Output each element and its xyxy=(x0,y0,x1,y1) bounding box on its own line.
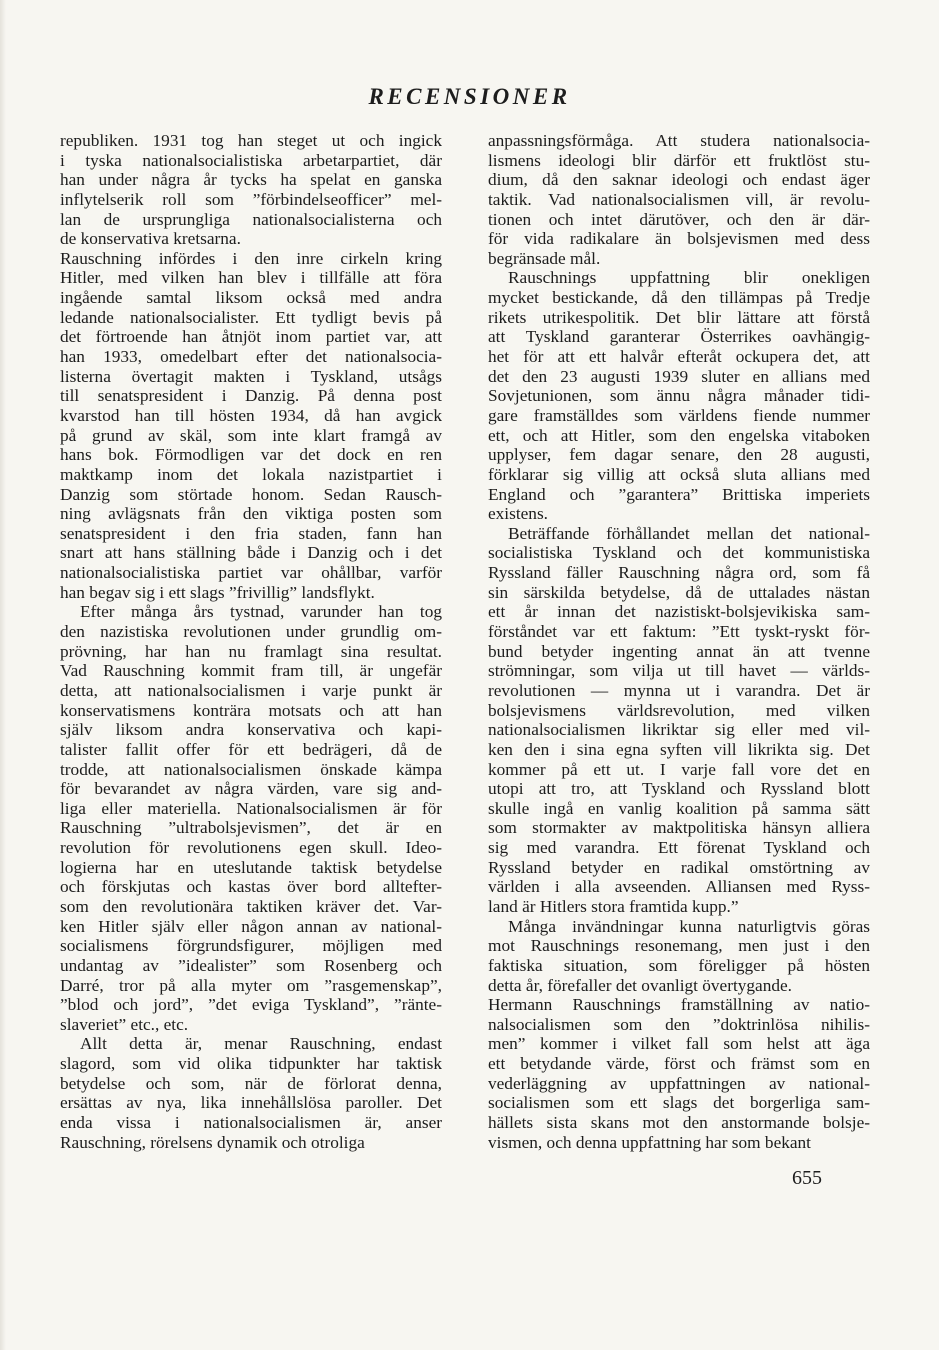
text-line: ett år innan det nazistiskt-bolsjevikiska sam- xyxy=(488,602,870,622)
text-line: hällets sista skans mot den anstormande bolsje- xyxy=(488,1113,870,1133)
text-line: prövning, har han nu framlagt sina resultat. xyxy=(60,641,442,661)
text-line: han under några år tycks ha spelat en ganska xyxy=(60,170,442,190)
text-line: ”blod och jord”, ”det eviga Tyskland”, ”ränte- xyxy=(60,995,442,1015)
text-line: Darré, tror på alla myter om ”rasgemenskap”, xyxy=(60,975,442,995)
text-line: hans bok. Förmodligen var det dock en ren xyxy=(60,445,442,465)
text-line: Efter många års tystnad, varunder han tog xyxy=(80,602,442,622)
text-line: Hermann Rauschnings framställning av natio- xyxy=(488,995,870,1015)
text-line: han 1933, omedelbart efter det nationalsocia- xyxy=(60,347,442,367)
text-line: i tyska nationalsocialistiska arbetarpartiet, där xyxy=(60,150,442,170)
text-line: socialismen som ett slags det borgerliga sam- xyxy=(488,1093,870,1113)
text-line: ledande nationalsocialister. Ett tydligt bevis på xyxy=(60,307,442,327)
text-line: undantag av ”idealister” som Rosenberg och xyxy=(60,955,442,975)
text-line: Rauschnings uppfattning blir onekligen xyxy=(508,268,870,288)
text-line: kvarstod han till hösten 1934, då han avgick xyxy=(60,405,442,425)
text-line: Rauschning ”ultrabolsjevismen”, det är en xyxy=(60,818,442,838)
text-line: England och ”garantera” Brittiska imperiets xyxy=(488,484,870,504)
text-line: gare framställdes som världens fiende nummer xyxy=(488,405,870,425)
page-number: 655 xyxy=(792,1167,822,1189)
text-line: skulle ingå en vanlig koalition på samma sätt xyxy=(488,798,870,818)
text-line: detta, att nationalsocialismen i varje punkt är xyxy=(60,680,442,700)
text-line: den nazistiska revolutionen under grundlig om- xyxy=(60,622,442,642)
text-line: och förskjutas och kastas över bord alltefter- xyxy=(60,877,442,897)
text-line: att Tyskland garanterar Österrikes oavhängig- xyxy=(488,327,870,347)
text-line: het för att ett halvår efteråt ockupera det, att xyxy=(488,347,870,367)
text-line: sig med varandra. Ett förenat Tyskland och xyxy=(488,838,870,858)
text-line: ken den i sina egna syften vill likrikta sig. Det xyxy=(488,739,870,759)
text-line: trodde, att nationalsocialismen önskade kämpa xyxy=(60,759,442,779)
right-column xyxy=(488,131,870,1152)
text-line: talister fallit offer för ett bedrägeri, då de xyxy=(60,739,442,759)
text-line: anpassningsförmåga. Att studera nationalsocia- xyxy=(488,131,870,150)
text-line: men” kommer i vilket fall som helst att äga xyxy=(488,1034,870,1054)
text-line: bolsjevismens världsrevolution, med vilken xyxy=(488,700,870,720)
text-line: taktik. Vad nationalsocialismen vill, är revolu- xyxy=(488,189,870,209)
text-line: socialistiska Tyskland och det kommunistiska xyxy=(488,543,870,563)
text-line: lan de ursprungliga nationalsocialisterna och xyxy=(60,209,442,229)
text-line: förståndet var ett faktum: ”Ett tyskt-ryskt för- xyxy=(488,622,870,642)
text-line: själv liksom andra konservativa och kapi- xyxy=(60,720,442,740)
text-line: det den 23 augusti 1939 sluter en allians med xyxy=(488,366,870,386)
text-line: Danzig som störtade honom. Sedan Rausch- xyxy=(60,484,442,504)
text-line: snart att hans ställning både i Danzig och i det xyxy=(60,543,442,563)
text-line: tionen och intet därutöver, och den är där- xyxy=(488,209,870,229)
text-line: Allt detta är, menar Rauschning, endast xyxy=(80,1034,442,1054)
text-line: republiken. 1931 tog han steget ut och ingick xyxy=(60,131,442,150)
page-header: RECENSIONER xyxy=(368,84,571,109)
text-line: ett betydande värde, först och främst som en xyxy=(488,1054,870,1074)
text-line: betydelse och som, när de förlorat denna, xyxy=(60,1073,442,1093)
left-column xyxy=(60,131,442,1152)
text-line: mot Rauschnings resonemang, men just i den xyxy=(488,936,870,956)
text-line: existens. xyxy=(488,504,548,524)
text-line: som den revolutionära taktiken kräver det. Var- xyxy=(60,896,442,916)
text-line: lismens ideologi blir därför ett fruktlöst stu- xyxy=(488,150,870,170)
text-line: på grund av skäl, som inte klart framgå av xyxy=(60,425,442,445)
text-line: dium, då den saknar ideologi och endast äger xyxy=(488,170,870,190)
text-line: strömningar, som vilja ut till havet — världs- xyxy=(488,661,870,681)
text-line: de konservativa kretsarna. xyxy=(60,229,241,249)
text-line: slaveriet” etc., etc. xyxy=(60,1014,189,1034)
text-line: bund betyder ingenting annat än att tvenne xyxy=(488,641,870,661)
text-line: ning avlägsnats från den viktiga posten som xyxy=(60,504,442,524)
text-line: vederläggning av uppfattningen av national- xyxy=(488,1073,870,1093)
text-line: slagord, som vid olika tidpunkter har taktisk xyxy=(60,1054,442,1074)
text-line: enda vissa i nationalsocialismen är, anser xyxy=(60,1113,442,1133)
text-line: land är Hitlers stora framtida kupp.” xyxy=(488,896,739,916)
text-line: liga eller materiella. Nationalsocialismen är för xyxy=(60,798,442,818)
text-line: logierna har en uteslutande taktisk betydelse xyxy=(60,857,442,877)
text-line: han begav sig i ett slags ”frivillig” landsflykt. xyxy=(60,582,375,602)
text-line: som stormakter av maktpolitiska hänsyn alliera xyxy=(488,818,870,838)
text-line: listerna övertagit makten i Tyskland, utsågs xyxy=(60,366,442,386)
text-line: nationalsocialistiska partiet var ohållbar, varför xyxy=(60,563,442,583)
text-line: faktiska situation, som föreligger på hösten xyxy=(488,955,870,975)
text-line: Hitler, med vilken han blev i tillfälle att föra xyxy=(60,268,442,288)
text-line: inflytelserik roll som ”förbindelseofficer” mel- xyxy=(60,189,442,209)
text-line: Många invändningar kunna naturligtvis göras xyxy=(508,916,870,936)
text-line: vismen, och denna uppfattning har som bekant xyxy=(488,1132,811,1152)
text-line: kommer på ett ut. I varje fall vore det en xyxy=(488,759,870,779)
text-line: ken Hitler själv eller någon annan av national- xyxy=(60,916,442,936)
text-line: utopi att tro, att Tyskland och Ryssland blott xyxy=(488,779,870,799)
text-line: maktkamp inom det lokala nazistpartiet i xyxy=(60,464,442,484)
text-line: rikets utrikespolitik. Det blir lättare att förstå xyxy=(488,307,870,327)
text-line: Rauschning, rörelsens dynamik och otroliga xyxy=(60,1132,365,1152)
text-line: nationalsocialismen likriktar sig eller med vil- xyxy=(488,720,870,740)
text-line: mycket bestickande, då den tillämpas på Tredje xyxy=(488,288,870,308)
text-line: världen i alla avseenden. Alliansen med Ryss- xyxy=(488,877,870,897)
text-line: för vida radikalare än bolsjevismen med dess xyxy=(488,229,870,249)
text-line: konservatismens konträra motsats och att han xyxy=(60,700,442,720)
text-line: för bevarandet av några värden, vare sig and- xyxy=(60,779,442,799)
text-line: ersättas av nya, lika innehållslösa paroller. Det xyxy=(60,1093,442,1113)
text-line: detta år, förefaller det ovanligt övertygande. xyxy=(488,975,792,995)
text-line: socialismens förgrundsfigurer, möjligen med xyxy=(60,936,442,956)
text-line: Beträffande förhållandet mellan det national- xyxy=(508,523,870,543)
text-line: revolution för revolutionens egen skull. Ideo- xyxy=(60,838,442,858)
text-line: begränsade mål. xyxy=(488,248,601,268)
text-line: Ryssland fäller Rauschning några ord, som få xyxy=(488,563,870,583)
text-line: Ryssland betyder en radikal omstörtning av xyxy=(488,857,870,877)
text-line: Sovjetunionen, som ännu några månader tidi- xyxy=(488,386,870,406)
text-line: upplyser, fem dagar senare, den 28 augusti, xyxy=(488,445,870,465)
text-line: sin särskilda betydelse, då de uttalades nästan xyxy=(488,582,870,602)
text-line: Vad Rauschning kommit fram till, är ungefär xyxy=(60,661,442,681)
text-line: senatspresident i den fria staden, fann han xyxy=(60,523,442,543)
text-line: nalsocialismen som den ”doktrinlösa nihilis- xyxy=(488,1014,870,1034)
text-line: Rauschning infördes i den inre cirkeln kring xyxy=(60,248,442,268)
text-line: till senatspresident i Danzig. På denna post xyxy=(60,386,442,406)
text-line: det förtroende han åtnjöt inom partiet var, att xyxy=(60,327,442,347)
text-line: ingående samtal liksom också med andra xyxy=(60,288,442,308)
text-line: ett, och att Hitler, som den engelska vitaboken xyxy=(488,425,870,445)
text-line: förklarar sig villig att också sluta allians med xyxy=(488,464,870,484)
text-line: revolutionen — mynna ut i varandra. Det är xyxy=(488,680,870,700)
page-edge xyxy=(0,0,6,1350)
